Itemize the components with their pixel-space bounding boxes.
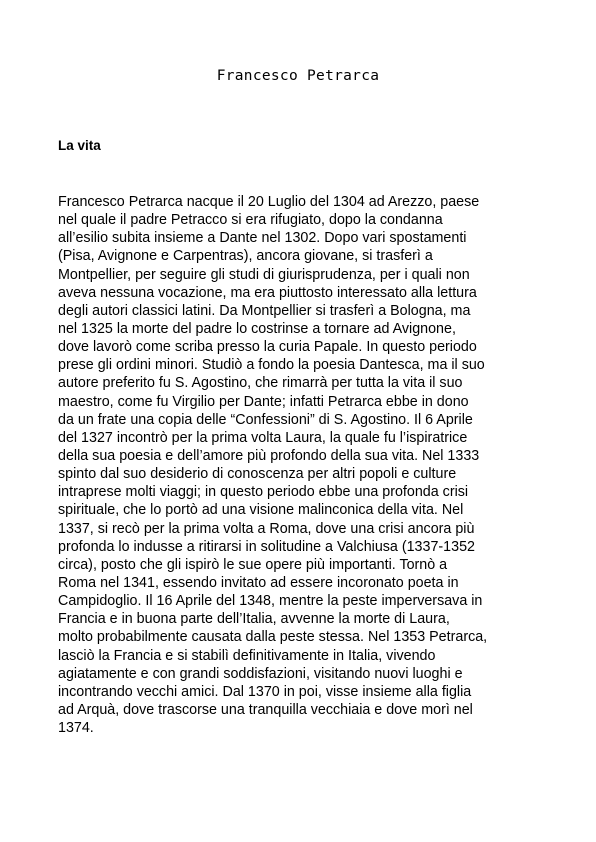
paragraph-line: spinto dal suo desiderio di conoscenza per altri popoli e culture: [58, 466, 457, 483]
paragraph-line: Roma nel 1341, essendo invitato ad essere incoronato poeta in: [58, 574, 459, 591]
paragraph-line: Campidoglio. Il 16 Aprile del 1348, mentre la peste imperversava in: [58, 593, 483, 610]
paragraph-line: Francia e in buona parte dell’Italia, avvenne la morte di Laura,: [58, 611, 450, 628]
paragraph-line: maestro, come fu Virgilio per Dante; infatti Petrarca ebbe in dono: [58, 393, 469, 410]
paragraph-line: della sua poesia e dell’amore più profondo della sua vita. Nel 1333: [58, 447, 480, 464]
paragraph-line: 1337, si recò per la prima volta a Roma, dove una crisi ancora più: [58, 520, 475, 537]
paragraph-line: del 1327 incontrò per la prima volta Laura, la quale fu l’ispiratrice: [58, 429, 468, 446]
paragraph-line: agiatamente e con grandi soddisfazioni, visitando nuovi luoghi e: [58, 665, 463, 682]
paragraph-line: dove lavorò come scriba presso la curia Papale. In questo periodo: [58, 339, 477, 356]
paragraph-line: aveva nessuna vocazione, ma era piuttosto interessato alla lettura: [58, 284, 477, 301]
paragraph-line: molto probabilmente causata dalla peste stessa. Nel 1353 Petrarca,: [58, 629, 488, 646]
paragraph-line: Montpellier, per seguire gli studi di giurisprudenza, per i quali non: [58, 266, 470, 283]
paragraph-line: incontrando vecchi amici. Dal 1370 in poi, visse insieme alla figlia: [58, 683, 472, 700]
paragraph-line: da un frate una copia delle “Confessioni” di S. Agostino. Il 6 Aprile: [58, 411, 473, 428]
paragraph-line: nel quale il padre Petracco si era rifugiato, dopo la condanna: [58, 212, 443, 229]
paragraph-line: intraprese molti viaggi; in questo periodo ebbe una profonda crisi: [58, 484, 469, 501]
paragraph-line: lasciò la Francia e si stabilì definitivamente in Italia, vivendo: [58, 647, 436, 664]
paragraph-line: (Pisa, Avignone e Carpentras), ancora giovane, si trasferì a: [58, 248, 433, 265]
paragraph-line: autore preferito fu S. Agostino, che rimarrà per tutta la vita il suo: [58, 375, 463, 392]
paragraph-line: all’esilio subita insieme a Dante nel 1302. Dopo vari spostamenti: [58, 230, 467, 247]
paragraph-line: degli autori classici latini. Da Montpellier si trasferì a Bologna, ma: [58, 302, 471, 319]
paragraph-line: nel 1325 la morte del padre lo costrinse a tornare ad Avignone,: [58, 320, 456, 337]
paragraph-line: ad Arquà, dove trascorse una tranquilla vecchiaia e dove morì nel: [58, 701, 473, 718]
document-title: Francesco Petrarca: [216, 68, 380, 84]
paragraph-line: prese gli ordini minori. Studiò a fondo la poesia Dantesca, ma il suo: [58, 357, 485, 374]
paragraph-line: 1374.: [58, 720, 94, 737]
paragraph-line: circa), posto che gli ispirò le sue opere più importanti. Tornò a: [58, 556, 448, 573]
paragraph-line: spirituale, che lo portò ad una visione malinconica della vita. Nel: [58, 502, 464, 519]
paragraph-line: profonda lo indusse a ritirarsi in solitudine a Valchiusa (1337-1352: [58, 538, 475, 555]
paragraph-line: Francesco Petrarca nacque il 20 Luglio del 1304 ad Arezzo, paese: [58, 194, 480, 210]
section-heading: La vita: [58, 138, 101, 153]
body-paragraph: [58, 193, 538, 737]
